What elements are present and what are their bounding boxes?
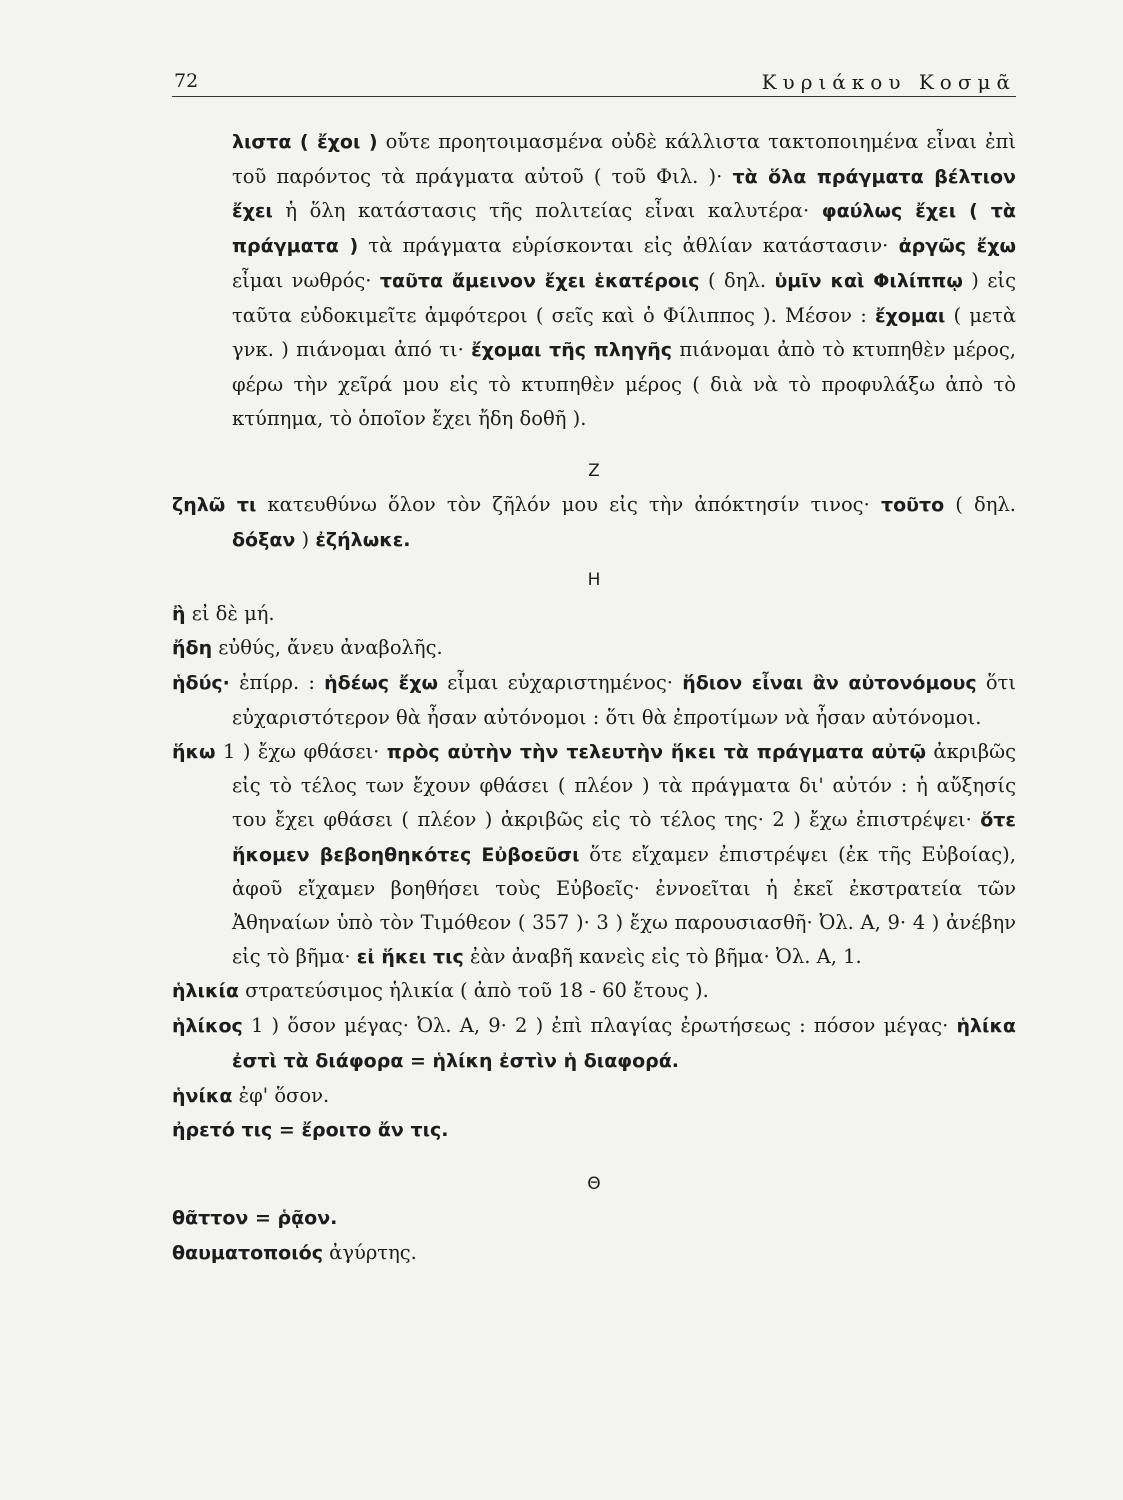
headword: ἤδη	[172, 637, 213, 660]
headword: ὅτε ἥκομεν βεβοηθηκότες Εὐβοεῦσι	[232, 808, 1016, 866]
section-eta-entries	[172, 597, 1016, 1148]
headword: ἡδύς·	[172, 672, 230, 695]
headword: ἡλικία	[172, 980, 239, 1003]
section-zeta-entries	[172, 488, 1016, 557]
definition-text: ἐφ' ὅσον.	[232, 1083, 330, 1107]
headword: εἰ ἥκει τις	[356, 945, 464, 968]
headword: ἡλίκα ἐστὶ τὰ διάφορα = ἡλίκη ἐστὶν ἡ διαφορά.	[232, 1015, 1016, 1072]
definition-text: ἐὰν ἀναβῆ κανεὶς εἰς τὸ βῆμα· Ὀλ. Α, 1.	[463, 944, 862, 968]
headword: ἡνίκα	[172, 1084, 233, 1107]
definition-text: ) εἰς ταῦτα εὐδοκιμεῖτε ἀμφότεροι ( σεῖς καὶ ὁ Φίλιππος ). Μέσον :	[232, 268, 1016, 327]
headword: ἔχομαι τῆς πληγῆς	[471, 339, 673, 362]
headword: πρὸς αὐτὴν τὴν τελευτὴν ἥκει τὰ πράγματα αὐτῷ	[386, 740, 926, 763]
dictionary-entry	[172, 631, 1016, 666]
dictionary-entry	[172, 1009, 1016, 1078]
headword: ἥκω	[172, 740, 216, 763]
definition-text: ἐπίρρ. :	[229, 671, 325, 695]
definition-text: κατευθύνω ὅλον τὸν ζῆλόν μου εἰς τὴν ἀπόκτησίν τινος·	[256, 493, 881, 517]
headword: ἐζήλωκε.	[315, 529, 411, 552]
section-letter-eta: Η	[587, 569, 601, 590]
headword: ἔχομαι	[874, 304, 946, 327]
headword: ἢ	[172, 602, 186, 625]
definition-text: 1 ) ὅσον μέγας· Ὀλ. Α, 9· 2 ) ἐπὶ πλαγίας ἐρωτήσεως : πόσον μέγας·	[242, 1014, 957, 1038]
definition-text: )	[295, 528, 316, 552]
section-letter-theta: Θ	[587, 1173, 601, 1194]
headword: τοῦτο	[880, 494, 945, 517]
definition-text: ὅτε εἴχαμεν ἐπιστρέψει (ἐκ τῆς Εὐβοίας), ἀφοῦ εἴχαμεν βοηθήσει τοὺς Εὐβοεῖς· ἐννοεῖται ἡ ἐκεῖ ἐκστρατεία τῶν Ἀθηναίων ὑπὸ τὸν Τιμόθεον ( 357 )· 3 ) ἔχω παρουσιασθῆ· Ὀλ. Α, 9· 4 ) ἀνέβην εἰς τὸ βῆμα·	[232, 842, 1016, 968]
headword: θαυματοποιός	[172, 1241, 323, 1264]
dictionary-entry	[172, 666, 1016, 734]
dictionary-entry	[172, 1236, 1016, 1271]
definition-text: εἶμαι εὐχαριστημένος·	[438, 671, 683, 695]
definition-text: ( δηλ.	[699, 268, 775, 292]
definition-text: τὰ πράγματα εὑρίσκονται εἰς ἀθλίαν κατάστασιν·	[358, 234, 899, 258]
definition-text: ( δηλ.	[944, 493, 1016, 517]
headword: ταῦτα ἄμεινον ἔχει ἑκατέροις	[379, 269, 700, 292]
dictionary-entry	[172, 1113, 1016, 1148]
dictionary-entry	[172, 597, 1016, 632]
section-letter-zeta: Ζ	[588, 461, 600, 482]
definition-text: εὐθύς, ἄνευ ἀναβολῆς.	[212, 636, 443, 660]
headword: ζηλῶ τι	[172, 494, 257, 517]
definition-text: εἶμαι νωθρός·	[232, 268, 380, 292]
headword: τὰ ὅλα πράγματα βέλτιον ἔχει	[232, 165, 1016, 223]
dictionary-entry	[172, 488, 1016, 557]
definition-text: ( μετὰ γνκ. ) πιάνομαι ἀπό τι·	[232, 303, 1016, 362]
headword: δόξαν	[232, 529, 296, 552]
headword: φαύλως ἔχει ( τὰ πράγματα )	[232, 200, 1016, 258]
section-theta-entries	[172, 1201, 1016, 1270]
definition-text: οὔτε προητοιμασμένα οὐδὲ κάλλιστα τακτοποιημένα εἶναι ἐπὶ τοῦ παρόντος τὰ πράγματα αὐτοῦ ( τοῦ Φιλ. )·	[232, 130, 1016, 188]
running-head: Κυριάκου Κοσμᾶ	[761, 70, 1016, 94]
page-body	[172, 125, 1016, 1270]
dictionary-entry	[172, 1079, 1016, 1114]
headword: ἥδιον εἶναι ἂν αὐτονόμους	[682, 672, 977, 695]
headword: ἀργῶς ἔχω	[898, 235, 1016, 258]
headword: ὑμῖν καὶ Φιλίππῳ	[774, 269, 963, 292]
definition-text: στρατεύσιμος ἡλικία ( ἀπὸ τοῦ 18 - 60 ἔτους ).	[238, 979, 709, 1003]
headword: ἡδέως ἔχω	[324, 672, 439, 695]
dictionary-entry	[172, 735, 1016, 975]
headword: ἡλίκος	[172, 1015, 243, 1038]
definition-text: εἰ δὲ μή.	[185, 601, 275, 625]
definition-text: ἀγύρτης.	[322, 1240, 417, 1264]
headword: θᾶττον = ῥᾷον.	[172, 1206, 338, 1229]
page-number: 72	[174, 70, 199, 92]
headword: λιστα ( ἔχοι )	[232, 131, 378, 153]
definition-text: πιάνομαι ἀπὸ τὸ κτυπηθὲν μέρος, φέρω τὴν χεῖρά μου εἰς τὸ κτυπηθὲν μέρος ( διὰ νὰ τὸ προφυλάξω ἀπὸ τὸ κτύπημα, τὸ ὁποῖον ἔχει ἤδη δοθῆ ).	[232, 338, 1017, 430]
dictionary-entry	[172, 974, 1016, 1009]
definition-text: 1 ) ἔχω φθάσει·	[215, 739, 387, 763]
dictionary-entry	[172, 1201, 1016, 1236]
page-header	[172, 70, 1016, 97]
headword: ἠρετό τις = ἔροιτο ἄν τις.	[172, 1119, 449, 1142]
continuation-paragraph	[172, 125, 1016, 435]
definition-text: ἡ ὅλη κατάστασις τῆς πολιτείας εἶναι καλυτέρα·	[272, 199, 822, 223]
definition-text: ὅτι εὐχαριστότερον θὰ ἦσαν αὐτόνομοι : ὅτι θὰ ἐπροτίμων νὰ ἦσαν αὐτόνομοι.	[232, 671, 1016, 729]
definition-text: ἀκριβῶς εἰς τὸ τέλος των ἔχουν φθάσει ( πλέον ) τὰ πράγματα δι' αὐτόν : ἡ αὔξησίς του ἔχει φθάσει ( πλέον ) ἀκριβῶς εἰς τὸ τέλος της· 2 ) ἔχω ἐπιστρέψει·	[232, 739, 1016, 831]
